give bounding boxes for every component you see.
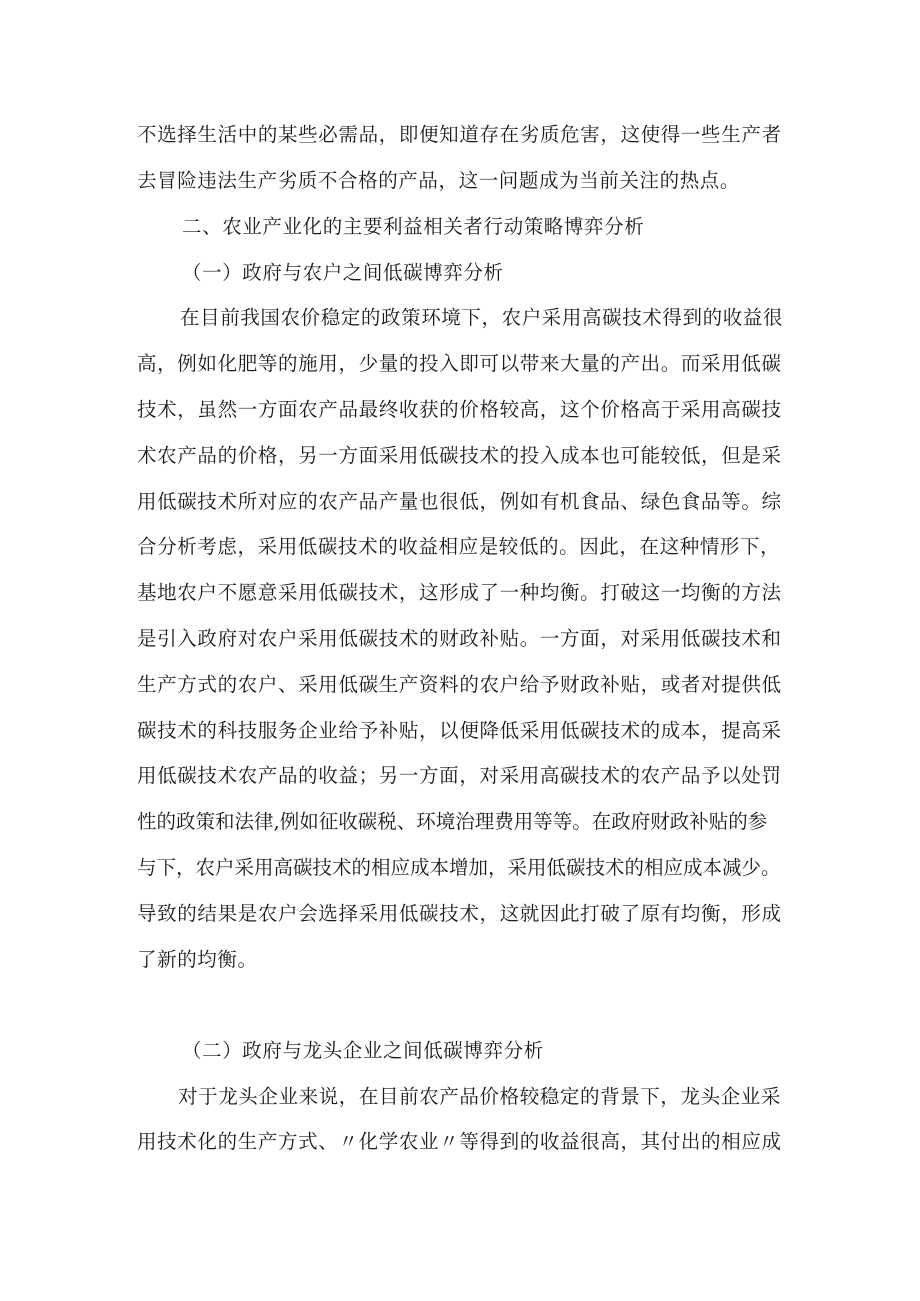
body-text-line: 去冒险违法生产劣质不合格的产品，这一问题成为当前关注的热点。	[137, 169, 741, 192]
body-text-line: 生产方式的农户、采用低碳生产资料的农户给予财政补贴，或者对提供低	[137, 673, 781, 696]
section-heading: 二、农业产业化的主要利益相关者行动策略博弈分析	[182, 215, 645, 238]
body-text-line: 导致的结果是农户会选择采用低碳技术，这就因此打破了原有均衡，形成	[137, 902, 781, 925]
body-text-line: 术农产品的价格，另一方面采用低碳技术的投入成本也可能较低，但是采	[137, 444, 781, 467]
body-text-line: 高，例如化肥等的施用，少量的投入即可以带来大量的产出。而采用低碳	[137, 352, 781, 375]
body-text-line: 了新的均衡。	[137, 948, 258, 971]
body-text-line: 与下，农户采用高碳技术的相应成本增加，采用低碳技术的相应成本减少。	[137, 856, 781, 879]
body-text-line: 用低碳技术农产品的收益；另一方面，对采用高碳技术的农产品予以处罚	[137, 764, 781, 787]
subsection-heading: （一）政府与农户之间低碳博弈分析	[182, 261, 504, 284]
body-text-line: 是引入政府对农户采用低碳技术的财政补贴。一方面，对采用低碳技术和	[137, 627, 781, 650]
body-text-line: 用技术化的生产方式、〃化学农业〃等得到的收益很高，其付出的相应成	[137, 1130, 781, 1153]
body-text-line: 基地农户不愿意采用低碳技术，这形成了一种均衡。打破这一均衡的方法	[137, 581, 781, 604]
subsection-heading: （二）政府与龙头企业之间低碳博弈分析	[182, 1039, 544, 1062]
body-text-line: 用低碳技术所对应的农产品产量也很低，例如有机食品、绿色食品等。综	[137, 490, 781, 513]
body-text-line: 碳技术的科技服务企业给予补贴，以便降低采用低碳技术的成本，提高采	[137, 719, 781, 742]
body-text-line: 对于龙头企业来说，在目前农产品价格较稳定的背景下，龙头企业采	[178, 1085, 782, 1108]
body-text-line: 技术，虽然一方面农产品最终收获的价格较高，这个价格高于采用高碳技	[137, 398, 781, 421]
body-text-line: 不选择生活中的某些必需品，即便知道存在劣质危害，这使得一些生产者	[137, 123, 781, 146]
body-text-line: 合分析考虑，采用低碳技术的收益相应是较低的。因此，在这种情形下，	[137, 535, 781, 558]
body-text-line: 性的政策和法律,例如征收碳税、环境治理费用等等。在政府财政补贴的参	[137, 810, 768, 833]
body-text-line: 在目前我国农价稳定的政策环境下，农户采用高碳技术得到的收益很	[180, 306, 784, 329]
